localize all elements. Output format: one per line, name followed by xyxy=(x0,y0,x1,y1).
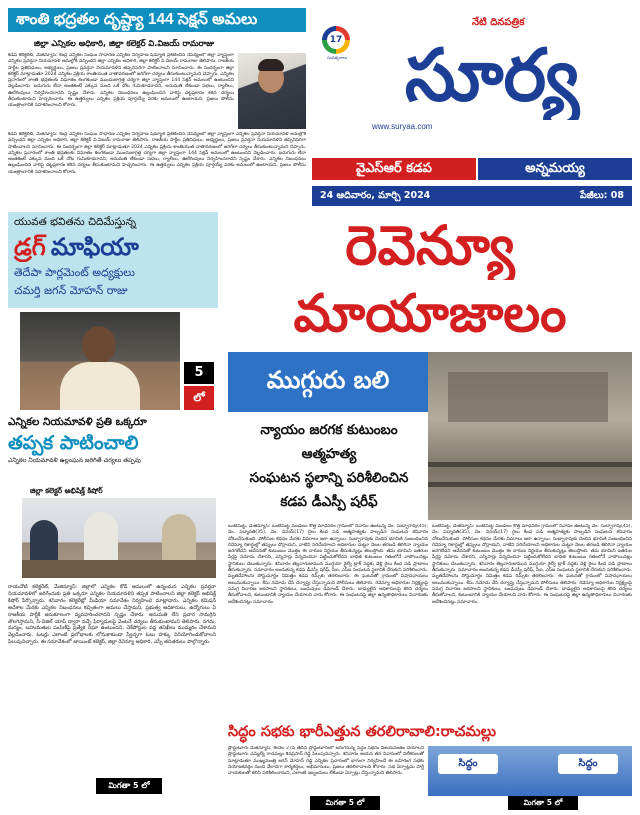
speaker-head xyxy=(82,326,116,364)
masthead-url[interactable]: www.suryaa.com xyxy=(372,122,433,131)
rail-track-1 xyxy=(428,462,632,467)
election-body: రాయచోటి కలెక్టరేట్, మేజిన్యూస్: జిల్లాలో ఎన్నికల కోడ్ అమలులో ఉన్నందున ఎన్నికల ప్రవర్తనా నియమావళిలో జరిగేందుకు ప్రతి ఒక్కరూ ఎన్నికల నియమావళిని తప్పక పాటించాలని జిల్లా కలెక్టర్ అభిషిక్త్ కిషోర్ పేర్కొన్నారు. శనివారం కలెక్టరేట్లో మీడియా సమావేశం నిర్వహించి మాట్లాడారు. ఎన్నికల కమిషన్ ఆదేశాల మేరకు ఎన్నికల నిబంధనలు కచ్చితంగా అమలు చేస్తామని, ప్రభుత్వ అధికారులు, ఉద్యోగులు ఏ రాజకీయ పార్టీకి అనుకూలంగా వ్యవహరించరాదని స్పష్టం చేశారు. అనుమతి లేని ప్రచార సామగ్రిని తొలగిస్తామని, సీ-విజిల్ యాప్ ద్వారా వచ్చే ఫిర్యాదులపై వెంటనే చర్యలు తీసుకుంటామని తెలిపారు. నగదు, మద్యం, బహుమతుల పంపిణీపై ప్రత్యేక నిఘా ఉంటుందని, చెక్‌పోస్టుల వద్ద తనిఖీలు ముమ్మరం చేశామని వెల్లడించారు. ఓటర్లు ఎలాంటి ప్రలోభాలకు లోనుకాకుండా స్వేచ్ఛగా ఓటు హక్కు వినియోగించుకోవాలని పిలుపునిచ్చారు. ఈ సమావేశంలో జాయింట్ కలెక్టర్, జిల్లా రెవెన్యూ అధికారి, ఎస్పీ తదితరులు పాల్గొన్నారు. xyxy=(8,584,216,646)
meeting-table xyxy=(22,560,216,578)
masthead-tagline: నేటి దినపత్రిక xyxy=(472,17,525,28)
date-bar xyxy=(312,186,632,206)
top-story-headline: శాంతి భద్రతల దృష్ట్యా 144 సెక్షన్ అమలు xyxy=(16,11,258,28)
page-count: పేజీలు: 08 xyxy=(579,189,624,201)
drug-mafia-box xyxy=(8,212,218,308)
speaker-photo xyxy=(20,312,180,410)
election-continued[interactable]: మిగతా 5 లో xyxy=(96,778,162,794)
collector-hair xyxy=(258,59,284,71)
edition-bar xyxy=(312,158,632,180)
casualty-panel-title: ముగ్గురు బలి xyxy=(266,366,390,394)
top-story-body-top-left: కడప కలెక్టరేట్, మేజిన్యూస్: కేంద్ర ఎన్నికల సంఘం సాధారణ ఎన్నికల నిర్వహణ షెడ్యూల్ ప్రకటించిన నేపథ్యంలో జిల్లా వ్యాప్తంగా ఎన్నికల ప్రవర్తనా నియమావళి అమల్లోకి వచ్చిందని జిల్లా ఎన్నికల అధికారి, జిల్లా కలెక్టర్ వి.విజయ్ రామరాజు తెలిపారు. రాజకీయ పార్టీల ప్రతినిధులు, అభ్యర్థులు, ప్రజలు ప్రవర్తనా నియమావళిని తప్పనిసరిగా పాటించాలని సూచించారు. ఈ సందర్భంగా జిల్లా కలెక్టర్ మాట్లాడుతూ 2024 ఎన్నికల ప్రక్రియ శాంతియుత వాతావరణంలో జరిగేలా చర్యలు తీసుకుంటున్నామని చెప్పారు. ఎన్నికల ప్రచారంలో శాంతి భద్రతలకు విఘాతం కలగకుండా ముందుజాగ్రత్త చర్యగా జిల్లా వ్యాప్తంగా 144 సెక్షన్ అమలులో ఉంటుందని వెల్లడించారు. ఐదుగురు లేదా అంతకంటే ఎక్కువ మంది ఒకే చోట గుమికూడరాదని, అనుమతి లేకుండా సభలు, ర్యాలీలు, ఊరేగింపులు నిర్వహించరాదని స్పష్టం చేశారు. ఎన్నికల నిబంధనలు ఉల్లంఘించిన వారిపై చట్టప్రకారం కఠిన చర్యలు తీసుకుంటామని హెచ్చరించారు. ఈ ఉత్తర్వులు ఎన్నికల ప్రక్రియ పూర్తయ్యే వరకు అమలులో ఉంటాయని, ప్రజలు పోలీసు యంత్రాంగానికి సహకరించాలని కోరారు. xyxy=(8,53,234,109)
lead-deck-3: సంఘటన స్థలాన్ని పరిశీలించిన xyxy=(249,470,409,486)
railway-photo xyxy=(428,352,632,520)
casualty-panel xyxy=(228,352,428,412)
top-story-byline: జిల్లా ఎన్నికల అధికారి, జిల్లా కలెక్టర్ వి.విజయ్ రామరాజు xyxy=(34,38,215,48)
top-story xyxy=(8,8,306,242)
drug-kicker: యువత భవితను చిదిమేస్తున్న xyxy=(14,216,137,228)
lead-deck-1: న్యాయం జరగక కుటుంబం xyxy=(260,422,398,438)
top-story-body-bottom: కడప కలెక్టరేట్, మేజిన్యూస్: కేంద్ర ఎన్నికల సంఘం సాధారణ ఎన్నికల నిర్వహణ షెడ్యూల్ ప్రకటించిన నేపథ్యంలో జిల్లా వ్యాప్తంగా ఎన్నికల ప్రవర్తనా నియమావళి అమల్లోకి వచ్చిందని జిల్లా ఎన్నికల అధికారి, జిల్లా కలెక్టర్ వి.విజయ్ రామరాజు తెలిపారు. రాజకీయ పార్టీల ప్రతినిధులు, అభ్యర్థులు, ప్రజలు ప్రవర్తనా నియమావళిని తప్పనిసరిగా పాటించాలని సూచించారు. ఈ సందర్భంగా జిల్లా కలెక్టర్ మాట్లాడుతూ 2024 ఎన్నికల ప్రక్రియ శాంతియుత వాతావరణంలో జరిగేలా చర్యలు తీసుకుంటున్నామని చెప్పారు. ఎన్నికల ప్రచారంలో శాంతి భద్రతలకు విఘాతం కలగకుండా ముందుజాగ్రత్త చర్యగా జిల్లా వ్యాప్తంగా 144 సెక్షన్ అమలులో ఉంటుందని వెల్లడించారు. ఐదుగురు లేదా అంతకంటే ఎక్కువ మంది ఒకే చోట గుమికూడరాదని, అనుమతి లేకుండా సభలు, ర్యాలీలు, ఊరేగింపులు నిర్వహించరాదని స్పష్టం చేశారు. ఎన్నికల నిబంధనలు ఉల్లంఘించిన వారిపై చట్టప్రకారం కఠిన చర్యలు తీసుకుంటామని హెచ్చరించారు. ఈ ఉత్తర్వులు ఎన్నికల ప్రక్రియ పూర్తయ్యే వరకు అమలులో ఉంటాయని, ప్రజలు పోలీసు యంత్రాంగానికి సహకరించాలని కోరారు. xyxy=(8,132,306,175)
edition-left: వైఎస్ఆర్ కడప xyxy=(312,158,476,180)
issue-date: 24 ఆదివారం, మార్చి 2024 xyxy=(320,189,431,201)
lead-deck-2: ఆత్మహత్య xyxy=(301,446,357,462)
anniversary-badge xyxy=(322,26,350,54)
drug-page-ref[interactable] xyxy=(184,362,214,410)
lead-body-col1: ఒంటిమిట్ట, మేజిన్యూస్: ఒంటిమిట్ట మండలం కొత్త మాధవరం గ్రామంలో నివాసం ఉంటున్న వెం. సుబ్బారావు(45), వెం. పద్మావతి(35), వెం. వినయ్(17) రైలు కింద పడి ఆత్మహత్యకు పాల్పడిన సంఘటన శనివారం చోటుచేసుకుంది. పోలీసుల కథనం మేరకు వివరాలు ఇలా ఉన్నాయి. సుబ్బారావుకు చెందిన భూమికి సంబంధించిన రెవెన్యూ రికార్డుల్లో తప్పులు దొర్లాయని, వాటిని సరిచేయాలని అధికారుల చుట్టూ నెలల తరబడి తిరిగినా న్యాయం జరగలేదని ఆవేదనతో కుటుంబం మొత్తం ఈ దారుణ నిర్ణయం తీసుకున్నట్లు తెలుస్తోంది. తమ భూమిని ఇతరుల పేర్లపై నమోదు చేశారని, ఎన్నిసార్లు విన్నవించినా పట్టించుకోలేదని బాధిత కుటుంబం గతంలోనే వాపోయినట్లు స్థానికులు చెబుతున్నారు. శనివారం తెల్లవారుజామున ముగ్గురూ రైల్వే ట్రాక్ వద్దకు వెళ్లి రైలు కింద పడి ప్రాణాలు తీసుకున్నారు. సమాచారం అందుకున్న కడప డీఎస్పీ షరీఫ్, సీఐ, ఎస్ఐ సంఘటన స్థలానికి చేరుకుని పరిశీలించారు. మృతదేహాలను పోస్టుమార్టం నిమిత్తం కడప రిమ్స్‌కు తరలించారు. ఈ ఘటనతో గ్రామంలో విషాదఛాయలు అలుముకున్నాయి. కేసు నమోదు చేసి దర్యాప్తు చేస్తున్నామని పోలీసులు తెలిపారు. రెవెన్యూ అధికారుల నిర్లక్ష్యంపై సమగ్ర విచారణ జరపాలని స్థానికులు, బంధువులు డిమాండ్ చేశారు. బాధ్యులైన అధికారులపై కఠిన చర్యలు తీసుకోవాలని, కుటుంబానికి న్యాయం చేయాలని వారు కోరారు. ఈ సంఘటనపై జిల్లా ఉన్నతాధికారులు విచారణకు ఆదేశించినట్లు సమాచారం. xyxy=(228,524,428,605)
rally-continued-left[interactable]: మిగతా 5 లో xyxy=(310,796,380,810)
rally-body: ప్రొద్దుటూరు మేజిన్యూస్: ఈనెల 27వ తేదీన ప్రొద్దుటూరులో జరుగనున్న సిద్ధం సభను విజయవంతం చేయాలని ప్రొద్దుటూరు ఎమ్మెల్యే రాచమల్లు శివప్రసాద్ రెడ్డి పిలుపునిచ్చారు. శనివారం ఆయన తన నివాసంలో విలేకరులతో మాట్లాడుతూ ముఖ్యమంత్రి జగన్ మోహన్ రెడ్డి ఎన్నికల ప్రచారంలో భాగంగా నిర్వహించే ఈ బహిరంగ సభకు నియోజకవర్గం నుంచి వేలాదిగా కార్యకర్తలు, అభిమానులు, ప్రజలు తరలిరావాలని కోరారు. సభ ఏర్పాట్లను పార్టీ నాయకులతో కలిసి పరిశీలించామని, ఎలాంటి ఇబ్బందులు లేకుండా ఏర్పాట్లు చేస్తున్నామని తెలిపారు. xyxy=(228,746,424,777)
badge-subtitle: సంవత్సరాలు xyxy=(326,55,348,60)
drug-headline-part1: డ్రగ్ xyxy=(14,233,46,261)
rail-track-2 xyxy=(428,482,632,487)
meeting-person-2 xyxy=(84,512,118,560)
lead-headline-line1: రెవెన్యూ xyxy=(345,214,515,277)
drug-page-label: లో xyxy=(184,386,214,410)
rally-banner: సిద్ధం xyxy=(438,754,498,774)
election-sub: ఎన్నికల నియమావళి ఉల్లంఘన జరిగితే చర్యలు తప్పవు xyxy=(8,457,141,464)
rally-photo xyxy=(428,746,632,796)
election-kicker: ఎన్నికల నియమావళి ప్రతి ఒక్కరూ xyxy=(8,416,147,428)
speaker-body xyxy=(60,362,140,410)
rally-continued-right[interactable]: మిగతా 5 లో xyxy=(508,796,578,810)
crowd-area xyxy=(448,372,608,422)
drug-page-number: 5 xyxy=(184,362,214,384)
lead-deck-4: కడప డీఎస్పీ షరీఫ్ xyxy=(280,494,378,510)
badge-number: 17 xyxy=(327,31,345,49)
drug-sub2: చమర్తి జగన్ మోహన్ రాజు xyxy=(14,284,128,297)
rally-banner-2: సిద్ధం xyxy=(558,754,618,774)
drug-headline-part2: మాఫియా xyxy=(50,233,139,261)
drug-sub1: తెదేపా పార్లమెంట్ అధ్యక్షులు xyxy=(14,266,135,279)
election-byline: జిల్లా కలెక్టర్ అభిషిక్త్ కిషోర్ xyxy=(30,486,103,495)
election-headline: తప్పక పాటించాలి xyxy=(8,432,139,454)
masthead xyxy=(312,8,632,158)
drug-headline xyxy=(14,232,214,262)
edition-right: అన్నమయ్య xyxy=(478,158,632,180)
top-story-headline-bar xyxy=(8,8,306,32)
meeting-person-3 xyxy=(162,514,196,560)
election-box xyxy=(8,414,218,476)
masthead-title: సూర్య xyxy=(404,33,580,117)
meeting-photo xyxy=(22,498,216,578)
meeting-person-1 xyxy=(30,520,58,560)
lead-deck xyxy=(236,418,422,520)
lead-headline-line2: మాయాజాలం xyxy=(293,284,567,344)
lead-body-col2: ఒంటిమిట్ట, మేజిన్యూస్: ఒంటిమిట్ట మండలం కొత్త మాధవరం గ్రామంలో నివాసం ఉంటున్న వెం. సుబ్బారావు(45), వెం. పద్మావతి(35), వెం. వినయ్(17) రైలు కింద పడి ఆత్మహత్యకు పాల్పడిన సంఘటన శనివారం చోటుచేసుకుంది. పోలీసుల కథనం మేరకు వివరాలు ఇలా ఉన్నాయి. సుబ్బారావుకు చెందిన భూమికి సంబంధించిన రెవెన్యూ రికార్డుల్లో తప్పులు దొర్లాయని, వాటిని సరిచేయాలని అధికారుల చుట్టూ నెలల తరబడి తిరిగినా న్యాయం జరగలేదని ఆవేదనతో కుటుంబం మొత్తం ఈ దారుణ నిర్ణయం తీసుకున్నట్లు తెలుస్తోంది. తమ భూమిని ఇతరుల పేర్లపై నమోదు చేశారని, ఎన్నిసార్లు విన్నవించినా పట్టించుకోలేదని బాధిత కుటుంబం గతంలోనే వాపోయినట్లు స్థానికులు చెబుతున్నారు. శనివారం తెల్లవారుజామున ముగ్గురూ రైల్వే ట్రాక్ వద్దకు వెళ్లి రైలు కింద పడి ప్రాణాలు తీసుకున్నారు. సమాచారం అందుకున్న కడప డీఎస్పీ షరీఫ్, సీఐ, ఎస్ఐ సంఘటన స్థలానికి చేరుకుని పరిశీలించారు. మృతదేహాలను పోస్టుమార్టం నిమిత్తం కడప రిమ్స్‌కు తరలించారు. ఈ ఘటనతో గ్రామంలో విషాదఛాయలు అలుముకున్నాయి. కేసు నమోదు చేసి దర్యాప్తు చేస్తున్నామని పోలీసులు తెలిపారు. రెవెన్యూ అధికారుల నిర్లక్ష్యంపై సమగ్ర విచారణ జరపాలని స్థానికులు, బంధువులు డిమాండ్ చేశారు. బాధ్యులైన అధికారులపై కఠిన చర్యలు తీసుకోవాలని, కుటుంబానికి న్యాయం చేయాలని వారు కోరారు. ఈ సంఘటనపై జిల్లా ఉన్నతాధికారులు విచారణకు ఆదేశించినట్లు సమాచారం. xyxy=(432,524,632,605)
rally-headline: సిద్ధం సభకు భారీఎత్తున తరలిరావాలి:రాచమల్లు xyxy=(228,724,496,740)
collector-photo xyxy=(238,53,306,129)
